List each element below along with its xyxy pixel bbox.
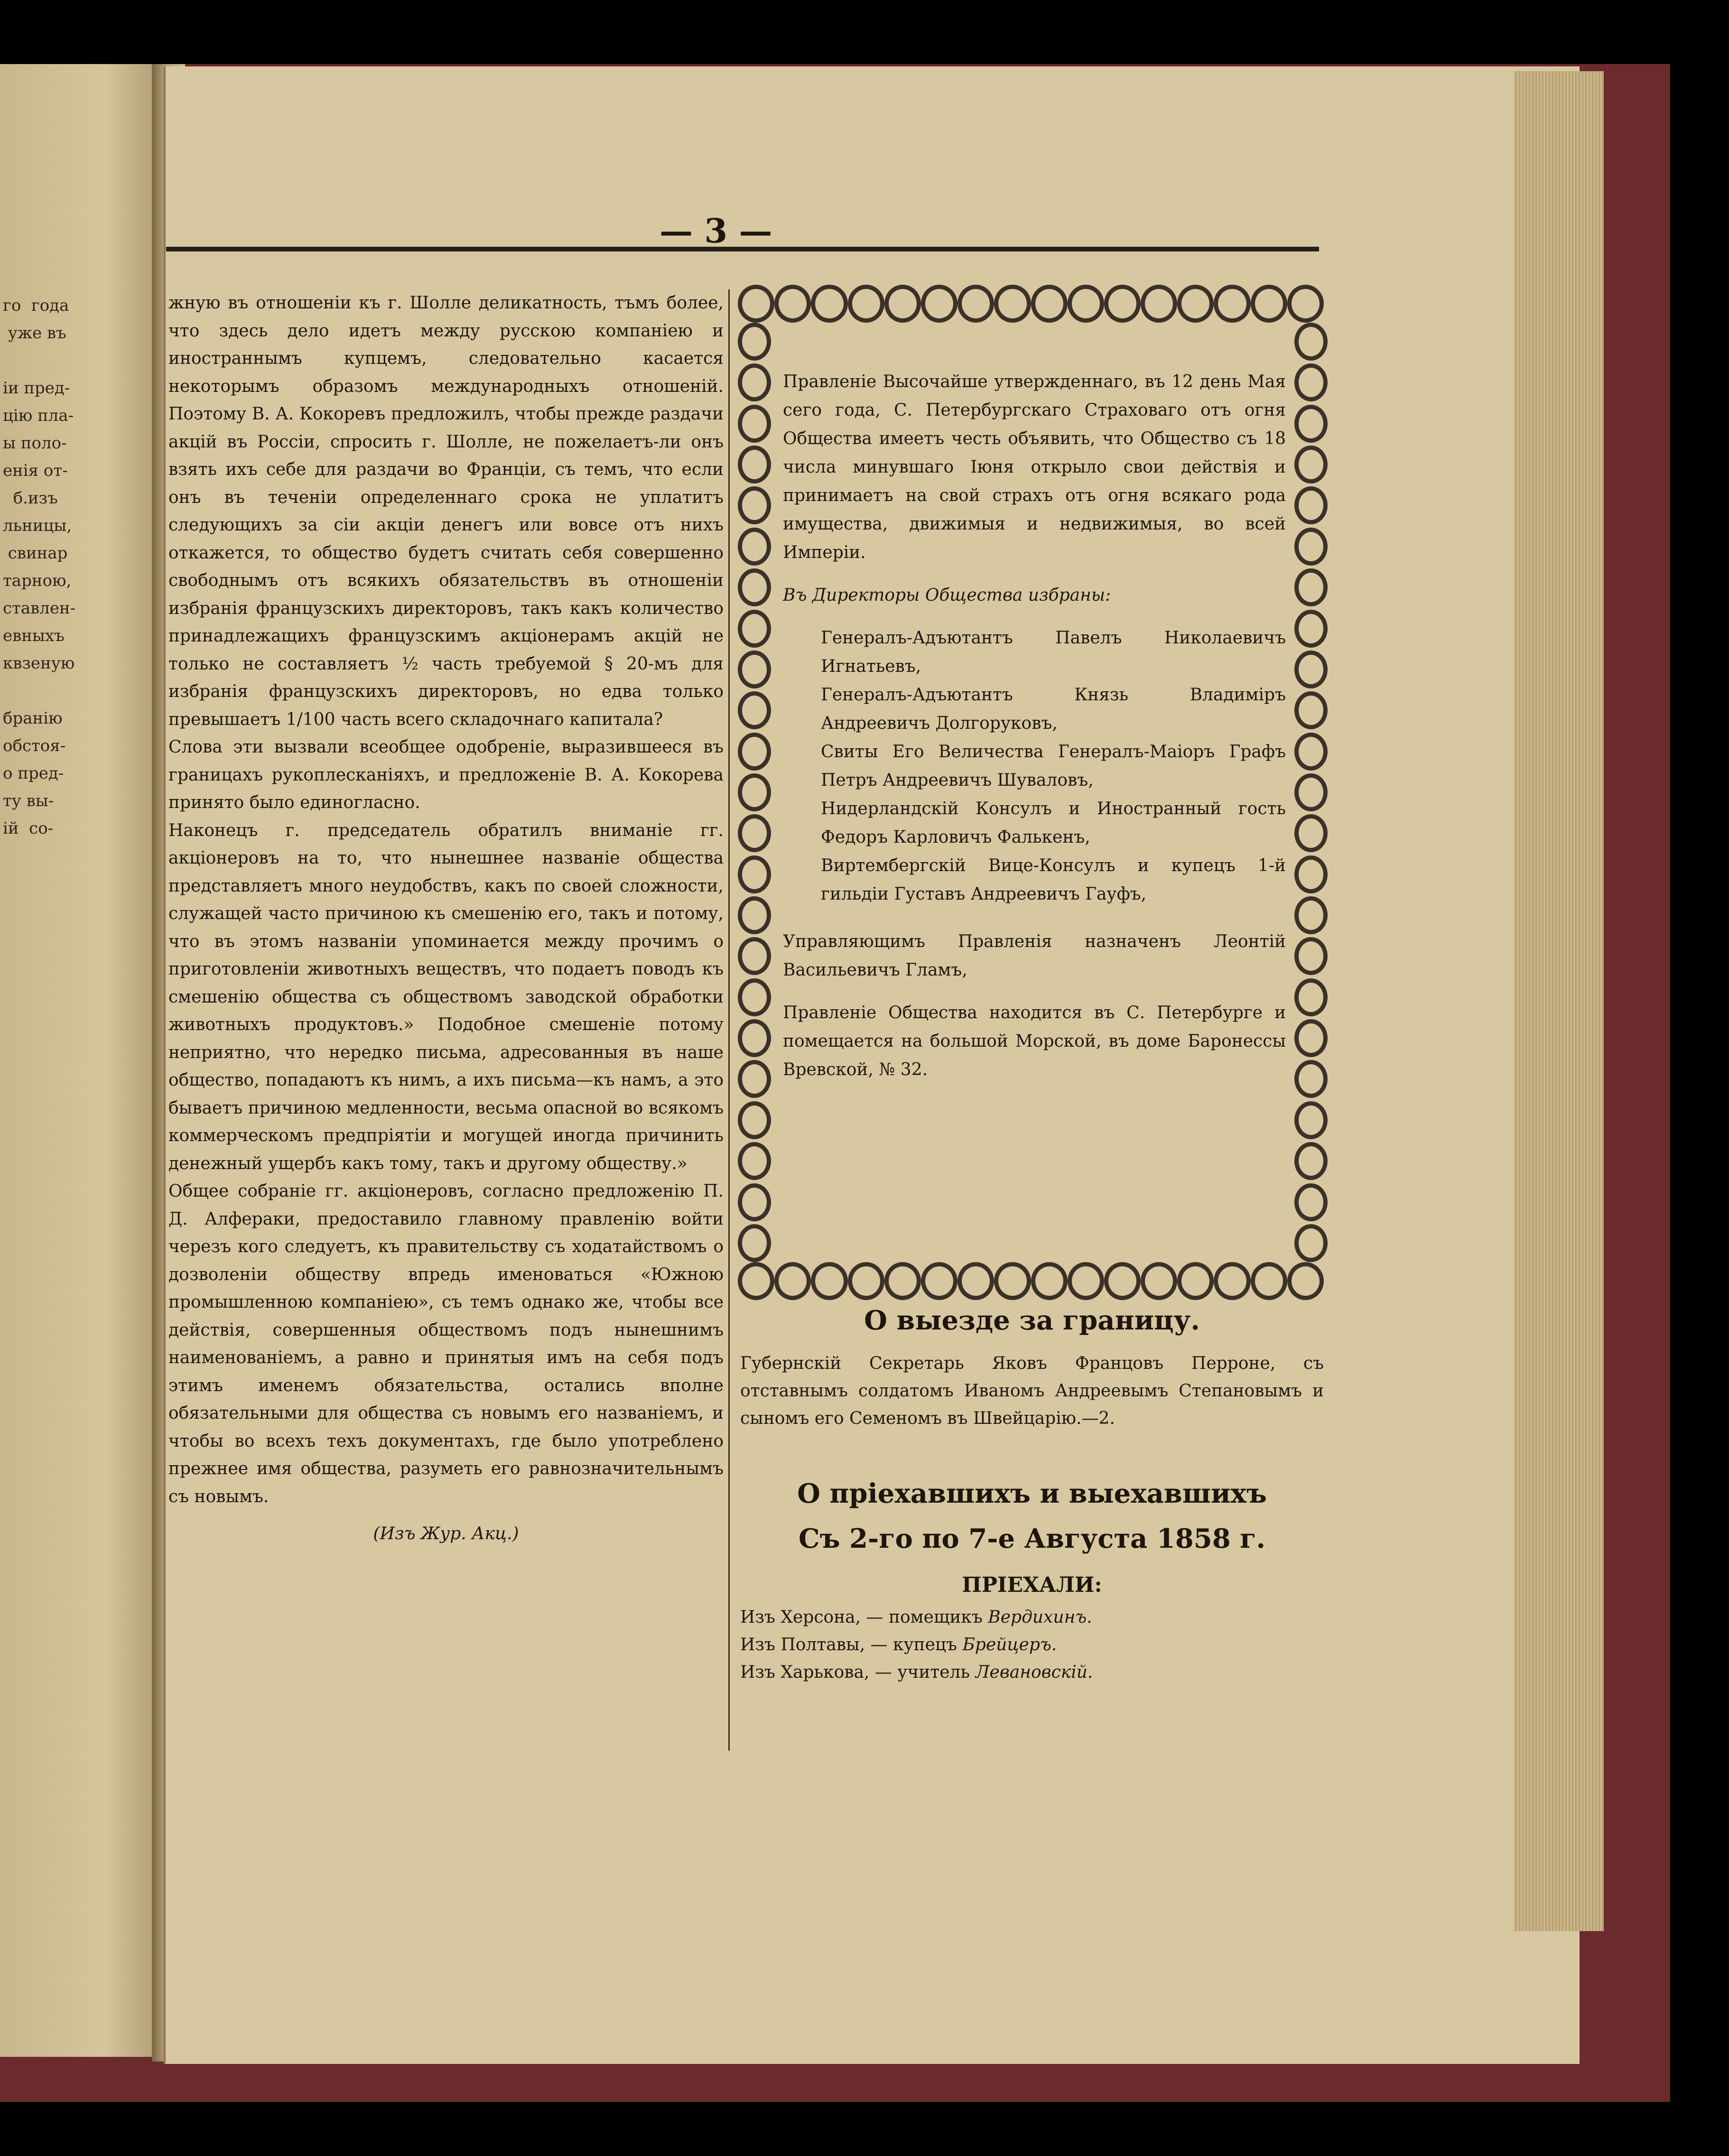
column-divider	[728, 289, 730, 1751]
director-entry: Генералъ-Адъютантъ Павелъ Николаевичъ Игнатьевъ,	[821, 628, 1286, 676]
director-entry: Свиты Его Величества Генералъ-Маiоръ Графъ Петръ Андреевичъ Шуваловъ,	[821, 742, 1286, 790]
paragraph: Слова эти вызвали всеобщее одобренiе, выразившееся въ границахъ рукоплесканiяхъ, и предложенiе В. А. Кокорева принято было единогласно.	[168, 737, 724, 812]
page-edge	[1514, 71, 1604, 1931]
abroad-heading: О выезде за границу.	[864, 1305, 1200, 1336]
chain-border-left	[738, 323, 767, 1262]
left-page	[0, 64, 176, 2057]
paragraph: Наконецъ г. председатель обратилъ вниманiе гг. акцiонеровъ на то, что нынешнее названiе общества представляетъ много неудобствъ, какъ по своей сложности, служащей часто причиною къ смешенiю его, такъ и потому, что въ этомъ названiи упоминается между прочимъ о приготовленiи животныхъ веществъ, что подаетъ поводъ къ смешенiю общества съ обществомъ заводской обработки животныхъ продуктовъ.» Подобное смешенiе потому неприятно, что нередко письма, адресованныя въ наше общество, попадаютъ къ нимъ, а ихъ письма—къ намъ, а это бываетъ причиною медленности, весьма опасной во всякомъ коммерческомъ предпрiятiи и могущей иногда причинить денежный ущербъ какъ тому, такъ и другому обществу.»	[168, 820, 724, 1173]
manager-line: Управляющимъ Правленiя назначенъ Леонтiй Васильевичъ Гламъ,	[783, 932, 1286, 980]
arrivals-list	[740, 1604, 1324, 1686]
source-citation: (Изъ Жур. Акц.)	[373, 1524, 519, 1543]
page-number: — 3 —	[660, 211, 772, 251]
header-rule	[166, 247, 1319, 251]
directors-list	[783, 624, 1286, 909]
arrivals-date: Съ 2-го по 7-е Августа 1858 г.	[799, 1523, 1265, 1554]
chain-border-bottom	[738, 1262, 1324, 1300]
director-entry: Нидерландскiй Консулъ и Иностранный гость Федоръ Карловичъ Фалькенъ,	[821, 799, 1286, 847]
chain-border-right	[1294, 323, 1324, 1262]
notice-body	[783, 368, 1286, 1098]
directors-heading: Въ Директоры Общества избраны:	[783, 585, 1111, 605]
left-page-fragments: го года уже въ iи пред- цію пла- ы поло- енiя от- б.изъ льницы, свинар тарною, ставлен- евныхъ квзеную бранію обстоя- о пред- ту вы- iй со-	[3, 296, 76, 838]
paragraph: жную въ отношенiи къ г. Шолле деликатность, тъмъ более, что здесь дело идетъ между русскою компанiею и иностраннымъ купцемъ, следовательно касается некоторымъ образомъ международныхъ отношенiй. Поэтому В. А. Кокоревъ предложилъ, чтобы прежде раздачи акцiй въ Россiи, спросить г. Шолле, не пожелаетъ-ли онъ взять ихъ себе для раздачи во Францiи, съ темъ, что если онъ въ теченiи определеннаго срока не уплатитъ следующихъ за сiи акцiи денегъ или вовсе отъ нихъ откажется, то общество будетъ считать себя совершенно свободнымъ отъ всякихъ обязательствъ въ отношенiи избранiя французскихъ директоровъ, такъ какъ количество принадлежащихъ французскимъ акцiонерамъ акцiй не только не составляетъ ½ часть требуемой § 20-мъ для избранiя французскихъ директоровъ, но едва только превышаетъ 1/100 часть всего складочнаго капитала?	[168, 293, 724, 729]
notice-intro: Правленiе Высочайше утвержденнаго, въ 12 день Мая сего года, С. Петербургскаго Страховаго отъ огня Общества имеетъ честь объявить, что Общество съ 18 числа минувшаго Iюня открыло свои действiя и принимаетъ на свой страхъ отъ огня всякаго рода имущества, движимыя и недвижимыя, во всей Имперiи.	[783, 372, 1286, 562]
director-entry: Виртембергскiй Вице-Консулъ и купецъ 1-й гильдiи Густавъ Андреевичъ Гауфъ,	[821, 856, 1286, 904]
chain-border-top	[738, 285, 1324, 323]
list-item: Изъ Полтавы, — купецъ Брейцеръ.	[740, 1635, 1057, 1654]
director-entry: Генералъ-Адъютантъ Князь Владимiръ Андреевичъ Долгоруковъ,	[821, 685, 1286, 733]
list-item: Изъ Херсона, — помещикъ Вердихинъ.	[740, 1608, 1092, 1627]
paragraph: Общее собранiе гг. акцiонеровъ, согласно предложенiю П. Д. Алфераки, предоставило главному правленiю войти черезъ кого следуетъ, къ правительству съ ходатайствомъ о дозволенiи обществу впредь именоваться «Южною промышленною компанiею», съ темъ однако же, чтобы все действiя, совершенныя обществомъ подъ нынешнимъ наименованiемъ, а равно и принятыя имъ на себя подъ этимъ именемъ обязательства, остались вполне обязательными для общества съ новымъ его названiемъ, и чтобы во всехъ техъ документахъ, где было употреблено прежнее имя общества, разуметь его равнозначительнымъ съ новымъ.	[168, 1181, 724, 1506]
arrivals-subheading: ПРIЕХАЛИ:	[962, 1573, 1102, 1597]
insurance-notice	[738, 285, 1324, 1300]
arrivals-heading: О прiехавшихъ и выехавшихъ	[797, 1478, 1267, 1509]
abroad-text: Губернскiй Секретарь Яковъ Францовъ Перроне, съ отставнымъ солдатомъ Иваномъ Андреевымъ Степановымъ и сыномъ его Семеномъ въ Швейцарiю.—2.	[740, 1354, 1324, 1428]
list-item: Изъ Харькова, — учитель Левановскiй.	[740, 1663, 1093, 1682]
left-column	[168, 289, 724, 1548]
address-line: Правленiе Общества находится въ С. Петербурге и помещается на большой Морской, въ доме Баронессы Вревской, № 32.	[783, 1003, 1286, 1079]
